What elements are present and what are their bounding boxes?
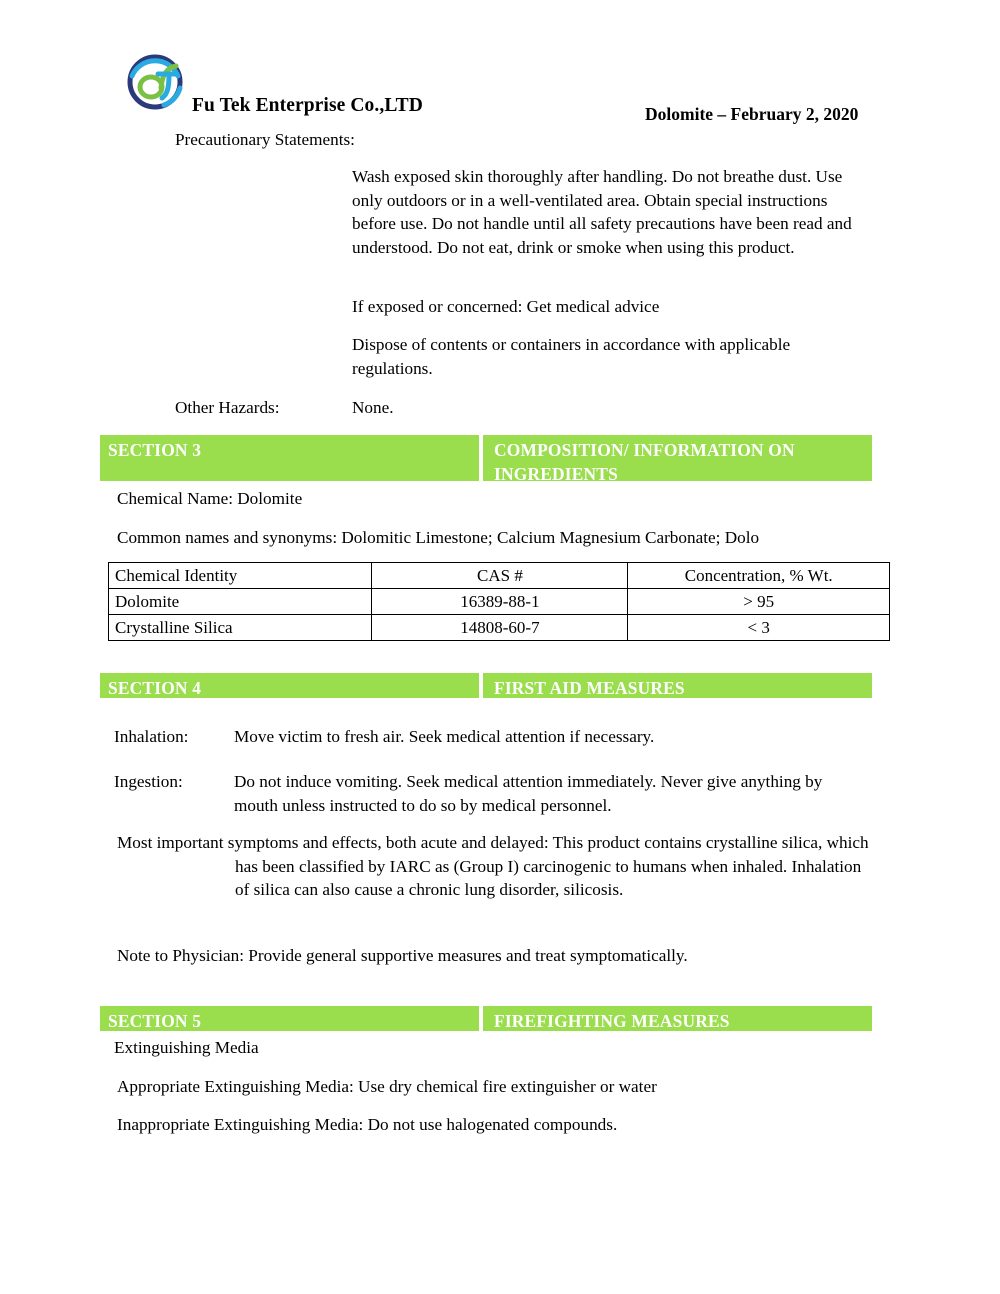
column-header-concentration: Concentration, % Wt. [628, 563, 890, 589]
inhalation-text: Move victim to fresh air. Seek medical attention if necessary. [234, 727, 655, 746]
most-important-symptoms-text [117, 831, 874, 902]
section-4-number-cell [100, 673, 479, 698]
section-5-number-cell [100, 1006, 479, 1031]
section-3-number: SECTION 3 [108, 440, 202, 460]
section-3-header-bar [100, 435, 872, 484]
chemical-name-line: Chemical Name: Dolomite [117, 489, 303, 508]
section-4-title-cell [483, 673, 872, 698]
document-title: Dolomite – February 2, 2020 [645, 104, 859, 124]
section-4-title: FIRST AID MEASURES [494, 678, 685, 698]
inhalation-label: Inhalation: [114, 727, 189, 746]
precautionary-statements-label: Precautionary Statements: [175, 130, 355, 149]
precautionary-paragraph-2: If exposed or concerned: Get medical advice [352, 297, 660, 316]
ingestion-text: Do not induce vomiting. Seek medical attention immediately. Never give anything by mouth unless instructed to do so by medical personnel. [234, 772, 823, 815]
ingestion-label: Ingestion: [114, 772, 183, 791]
section-3-title-cell [483, 435, 872, 484]
section-5-title-cell [483, 1006, 872, 1031]
section-4-number: SECTION 4 [108, 678, 202, 698]
note-to-physician-text: Note to Physician: Provide general supportive measures and treat symptomatically. [117, 946, 688, 965]
cell-chemical-identity: Crystalline Silica [109, 615, 372, 641]
inappropriate-extinguishing-media-text: Inappropriate Extinguishing Media: Do not use halogenated compounds. [117, 1115, 618, 1134]
cell-concentration: < 3 [628, 615, 890, 641]
section-5-title: FIREFIGHTING MEASURES [494, 1011, 730, 1031]
column-header-cas-number: CAS # [372, 563, 628, 589]
other-hazards-label: Other Hazards: [175, 398, 280, 417]
cell-chemical-identity: Dolomite [109, 589, 372, 615]
precautionary-paragraph-1: Wash exposed skin thoroughly after handling. Do not breathe dust. Use only outdoors or in a well-ventilated area. Obtain special instructions before use. Do not handle until all safety precautions have been read and understood. Do not eat, drink or smoke when using this product. [352, 167, 852, 257]
table-row [109, 615, 890, 641]
symptoms-paragraph: Most important symptoms and effects, both acute and delayed: This product contains crystalline silica, which has been classified by IARC as (Group I) carcinogenic to humans when inhaled. Inhalation of silica can also cause a chronic lung disorder, silicosis. [117, 833, 869, 900]
precautionary-paragraph-3: Dispose of contents or containers in accordance with applicable regulations. [352, 335, 791, 378]
document-header [0, 44, 1000, 124]
section-3-title: COMPOSITION/ INFORMATION ON INGREDIENTS [494, 440, 795, 484]
composition-table [108, 562, 890, 641]
section-3-number-cell [100, 435, 479, 481]
common-names-line: Common names and synonyms: Dolomitic Limestone; Calcium Magnesium Carbonate; Dolo [117, 528, 760, 547]
cell-cas-number: 16389-88-1 [372, 589, 628, 615]
fu-tek-logo-icon [124, 50, 186, 112]
column-header-chemical-identity: Chemical Identity [109, 563, 372, 589]
company-name: Fu Tek Enterprise Co.,LTD [192, 95, 423, 116]
section-4-header-bar [100, 673, 872, 698]
table-row [109, 589, 890, 615]
section-5-header-bar [100, 1006, 872, 1031]
extinguishing-media-heading: Extinguishing Media [114, 1038, 259, 1057]
cell-cas-number: 14808-60-7 [372, 615, 628, 641]
table-header-row [109, 563, 890, 589]
other-hazards-value: None. [352, 398, 394, 417]
section-5-number: SECTION 5 [108, 1011, 202, 1031]
cell-concentration: > 95 [628, 589, 890, 615]
appropriate-extinguishing-media-text: Appropriate Extinguishing Media: Use dry chemical fire extinguisher or water [117, 1077, 657, 1096]
